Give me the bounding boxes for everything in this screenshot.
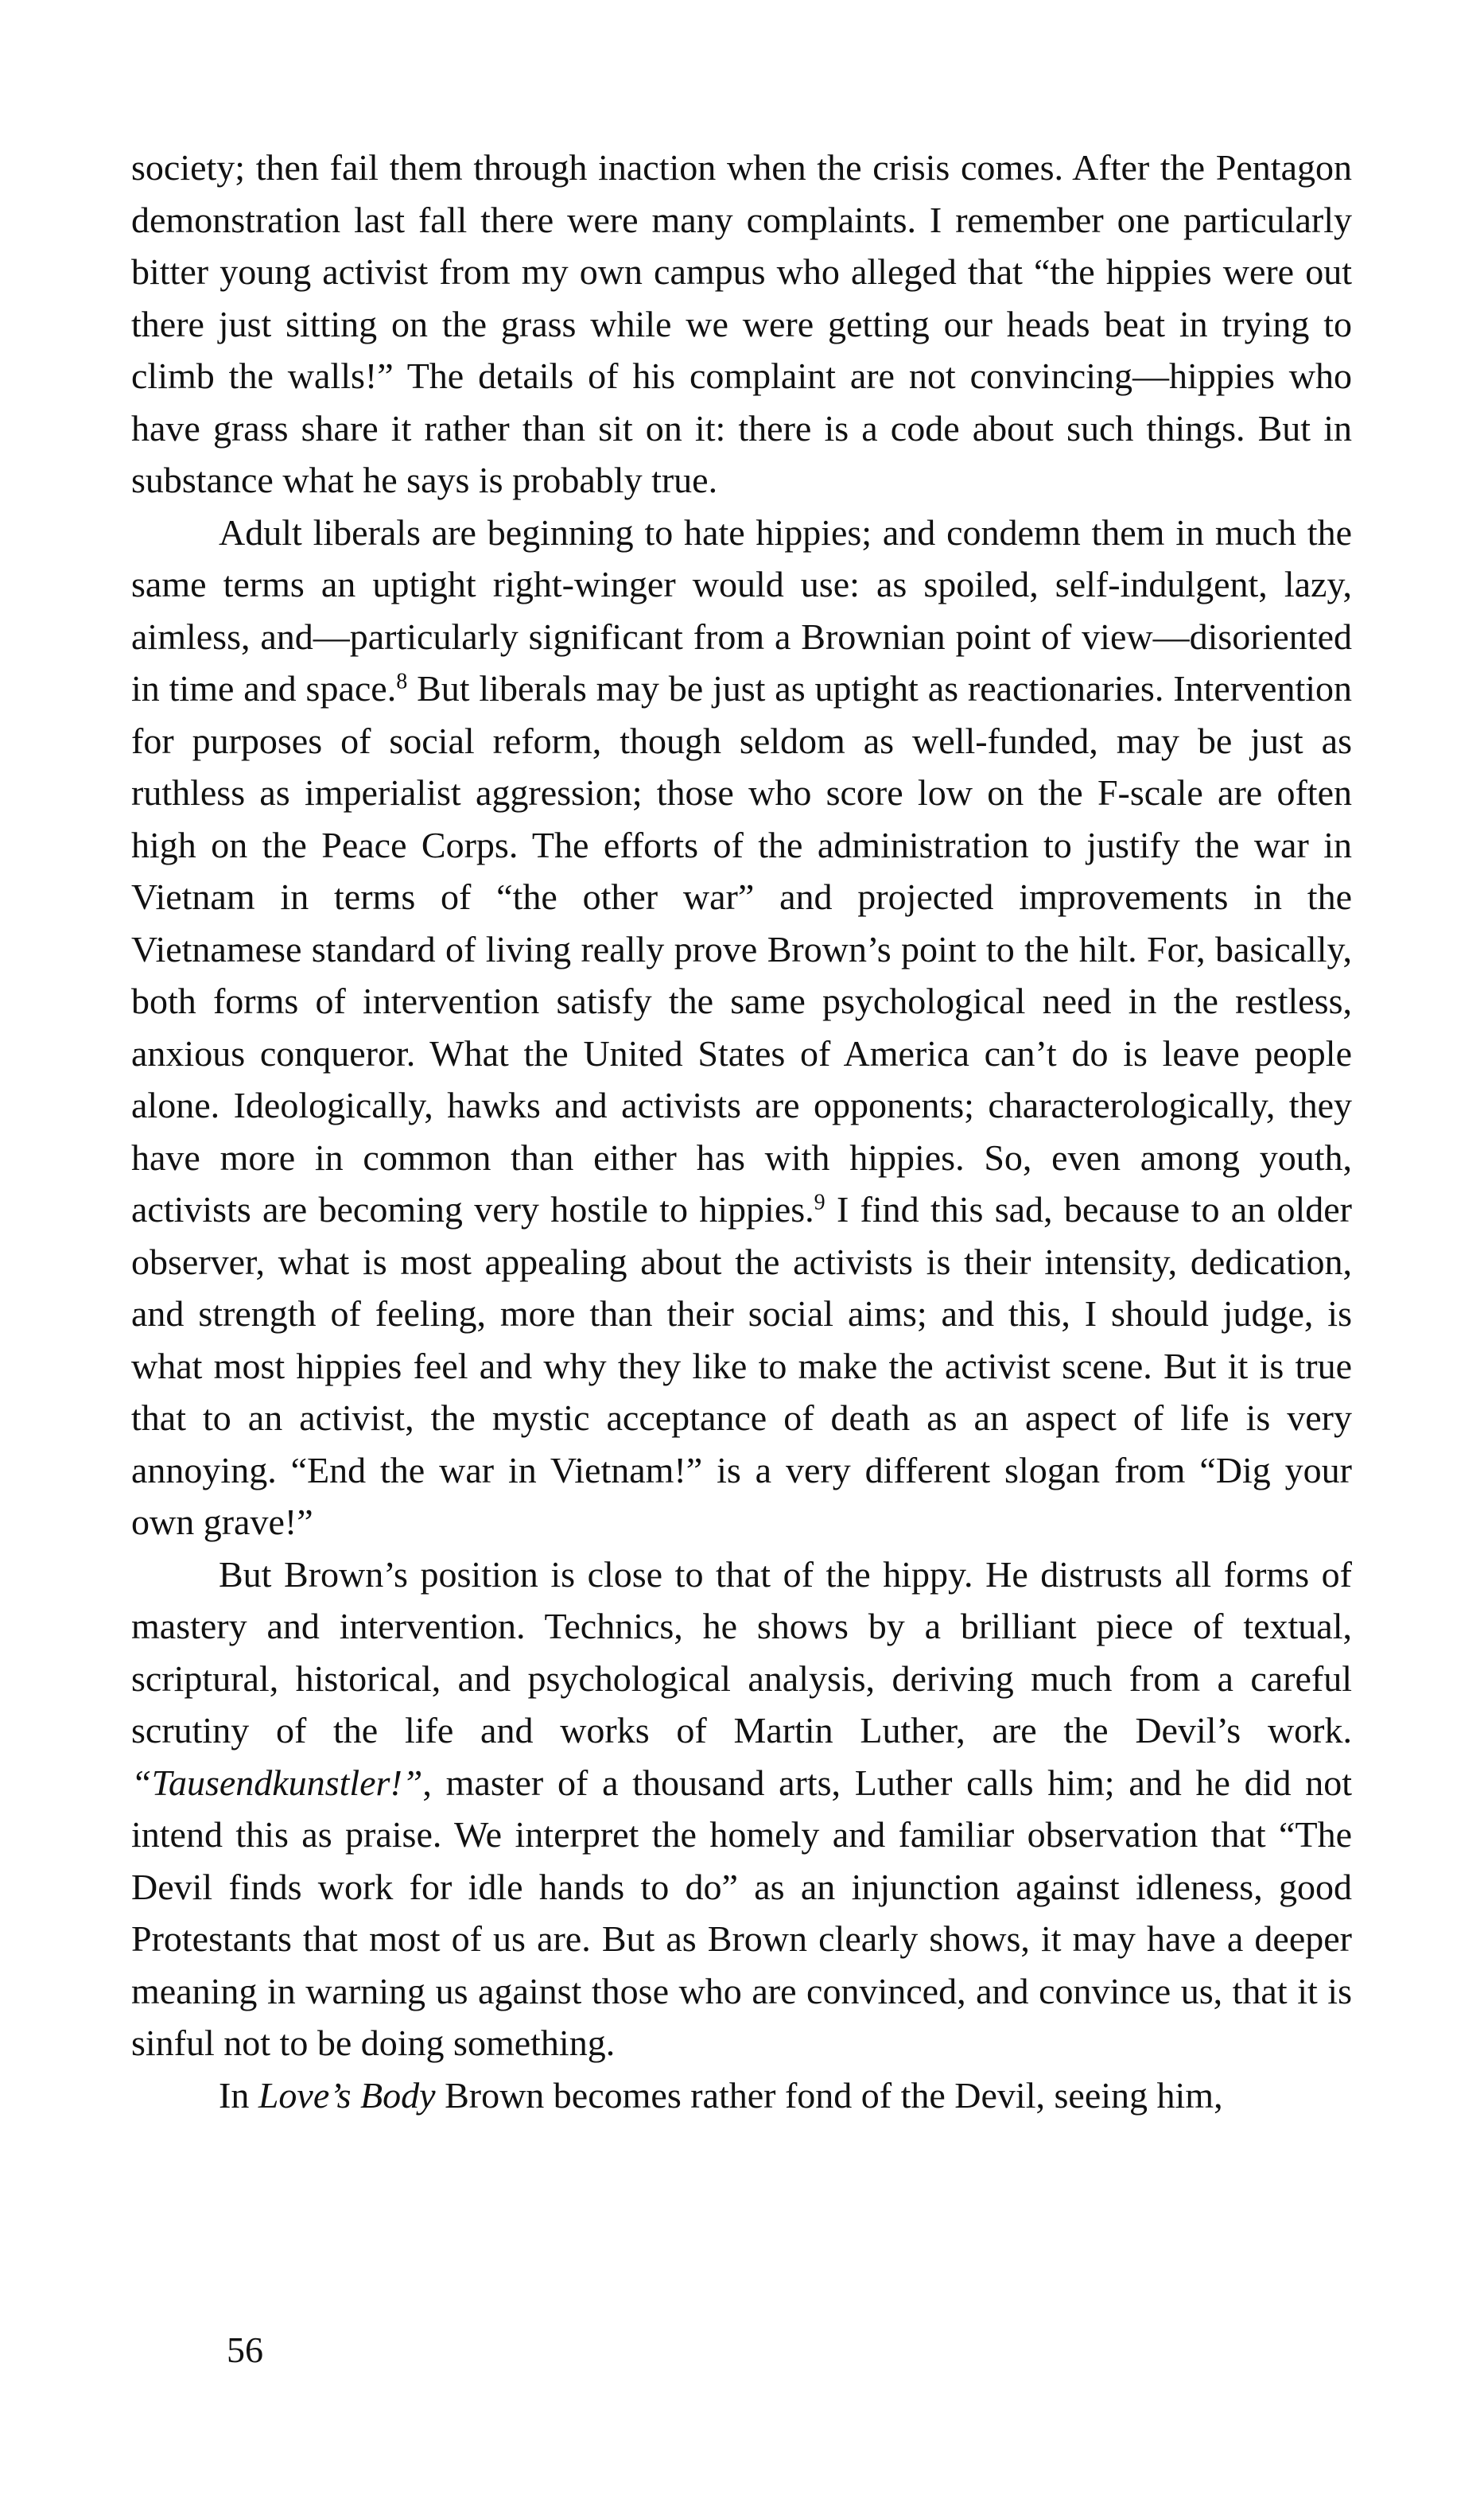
paragraph-4-part-b: Brown becomes rather fond of the Devil, seeing him, xyxy=(435,2074,1223,2116)
body-text xyxy=(131,142,1352,2121)
paragraph-3-part-b: , master of a thousand arts, Luther calls him; and he did not intend this as praise. We interpret the homely and familiar observation that “The Devil finds work for idle hands to do” as an injunction against idleness, good Protestants that most of us are. But as Brown clearly shows, it may have a deeper meaning in warning us against those who are convinced, and convince us, that it is sinful not to be doing something. xyxy=(131,1762,1352,2063)
footnote-ref-8: 8 xyxy=(396,669,408,694)
paragraph-3-part-a: But Brown’s position is close to that of the hippy. He distrusts all forms of mastery and intervention. Technics, he shows by a brilliant piece of textual, scriptural, historical, and psychological analysis, deriving much from a careful scrutiny of the life and works of Martin Luther, are the Devil’s work. xyxy=(131,1553,1352,1751)
paragraph-4-part-a: In xyxy=(219,2074,258,2116)
page-number: 56 xyxy=(227,2330,263,2370)
paragraph-2-part-a: Adult liberals are beginning to hate hippies; and condemn them in much the same terms an uptight right-winger would use: as spoiled, self-indulgent, lazy, aimless, and—particularly significant from a Brownian point of view—disoriented in time and space. xyxy=(131,511,1352,709)
paragraph-2-part-b: But liberals may be just as uptight as reactionaries. Intervention for purposes of social reform, though seldom as well-funded, may be just as ruthless as imperialist aggression; those who score low on the F-scale are often high on the Peace Corps. The efforts of the administration to justify the war in Vietnam in terms of “the other war” and projected improvements in the Vietnamese standard of living really prove Brown’s point to the hilt. For, basically, both forms of intervention satisfy the same psychological need in the restless, anxious conqueror. What the United States of America can’t do is leave people alone. Ideologically, hawks and activists are opponents; characterologically, they have more in common than either has with hippies. So, even among youth, activists are becoming very hostile to hippies. xyxy=(131,668,1353,1230)
paragraph-2-part-c: I find this sad, because to an older observer, what is most appealing about the activists is their intensity, dedication, and strength of feeling, more than their social aims; and this, I should judge, is what most hippies feel and why they like to make the activist scene. But it is true that to an activist, the mystic acceptance of death as an aspect of life is very annoying. “End the war in Vietnam!” is a very different slogan from “Dig your own grave!” xyxy=(131,1189,1352,1542)
paragraph-3 xyxy=(131,1548,1352,2069)
paragraph-2 xyxy=(131,507,1352,1548)
book-title-italic: Love’s Body xyxy=(258,2074,436,2116)
footnote-ref-9: 9 xyxy=(814,1190,826,1215)
paragraph-1 xyxy=(131,142,1352,507)
paragraph-3-italic: “Tausendkunstler!” xyxy=(131,1762,423,1803)
paragraph-4 xyxy=(131,2069,1352,2122)
paragraph-1-text: society; then fail them through inaction when the crisis comes. After the Pentagon demonstration last fall there were many complaints. I remember one particularly bitter young activist from my own campus who alleged that “the hippies were out there just sitting on the grass while we were getting our heads beat in trying to climb the walls!” The details of his complaint are not convincing—hippies who have grass share it rather than sit on it: there is a code about such things. But in substance what he says is probably true. xyxy=(131,147,1352,500)
